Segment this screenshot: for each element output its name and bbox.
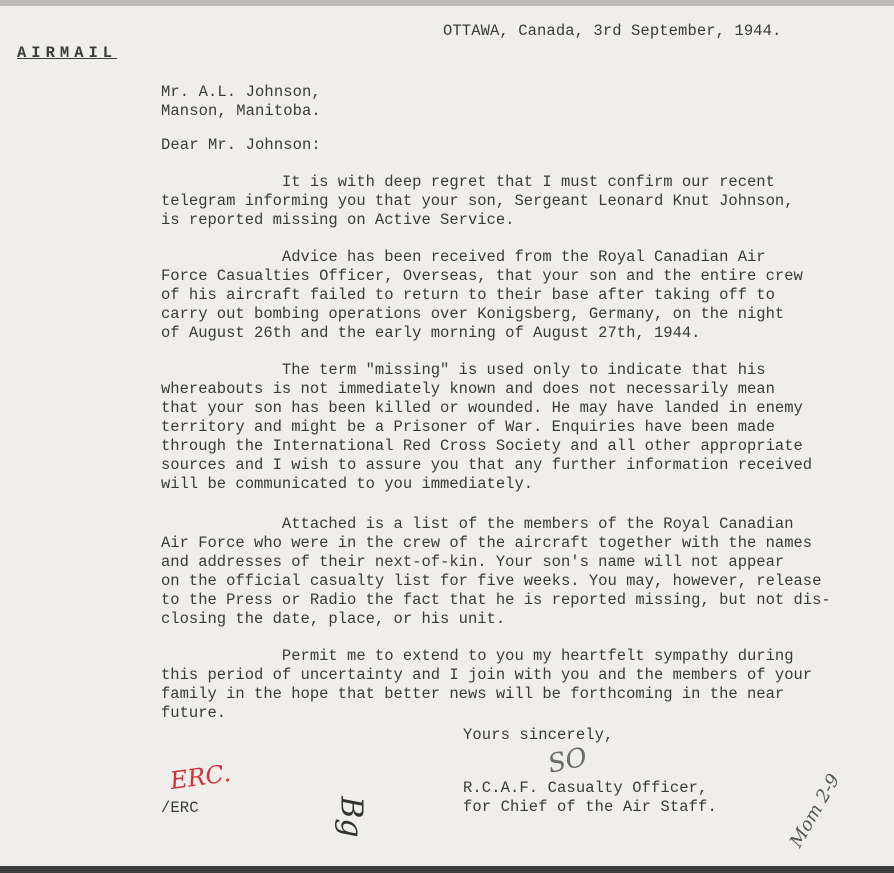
signatory-line-2: for Chief of the Air Staff.	[463, 798, 717, 816]
text-line: territory and might be a Prisoner of War. Enquiries have been made	[161, 418, 775, 436]
closing: Yours sincerely,	[463, 726, 614, 744]
letter-page	[0, 6, 894, 866]
text-line: closing the date, place, or his unit.	[161, 610, 506, 628]
text-line: to the Press or Radio the fact that he is reported missing, but not dis-	[161, 591, 831, 609]
text-line: sources and I wish to assure you that any further information received	[161, 456, 813, 474]
text-line: family in the hope that better news will be forthcoming in the near	[161, 685, 785, 703]
text-line: Permit me to extend to you my heartfelt sympathy during	[161, 647, 794, 665]
dateline: OTTAWA, Canada, 3rd September, 1944.	[443, 22, 782, 40]
handwritten-corner-note: Mom 2-9	[785, 770, 845, 852]
text-line: that your son has been killed or wounded. He may have landed in enemy	[161, 399, 803, 417]
text-line: telegram informing you that your son, Sergeant Leonard Knut Johnson,	[161, 192, 794, 210]
text-line: It is with deep regret that I must confirm our recent	[161, 173, 775, 191]
handwritten-initials: Bg	[333, 796, 369, 838]
salutation: Dear Mr. Johnson:	[161, 136, 321, 154]
airmail-heading: AIRMAIL	[17, 44, 118, 62]
text-line: carry out bombing operations over Konigsberg, Germany, on the night	[161, 305, 785, 323]
scan-top-edge	[0, 0, 894, 6]
text-line: Advice has been received from the Royal Canadian Air	[161, 248, 766, 266]
address-line-1: Mr. A.L. Johnson,	[161, 83, 321, 101]
text-line: is reported missing on Active Service.	[161, 211, 515, 229]
text-line: of his aircraft failed to return to their base after taking off to	[161, 286, 775, 304]
text-line: The term "missing" is used only to indicate that his	[161, 361, 766, 379]
text-line: Air Force who were in the crew of the aircraft together with the names	[161, 534, 813, 552]
paragraph-3	[161, 361, 812, 494]
paragraph-2	[161, 248, 803, 343]
text-line: future.	[161, 704, 227, 722]
paragraph-5	[161, 647, 812, 723]
text-line: whereabouts is not immediately known and does not necessarily mean	[161, 380, 775, 398]
reference-initials: /ERC	[161, 799, 199, 817]
text-line: Attached is a list of the members of the Royal Canadian	[161, 515, 794, 533]
text-line: and addresses of their next-of-kin. Your son's name will not appear	[161, 553, 785, 571]
text-line: this period of uncertainty and I join with you and the members of your	[161, 666, 813, 684]
paragraph-1	[161, 173, 794, 230]
text-line: of August 26th and the early morning of August 27th, 1944.	[161, 324, 701, 342]
signature: SO	[545, 742, 590, 780]
scan-bottom-edge	[0, 866, 894, 873]
paragraph-4	[161, 515, 831, 629]
text-line: on the official casualty list for five weeks. You may, however, release	[161, 572, 822, 590]
text-line: Force Casualties Officer, Overseas, that your son and the entire crew	[161, 267, 803, 285]
text-line: through the International Red Cross Society and all other appropriate	[161, 437, 803, 455]
text-line: will be communicated to you immediately.	[161, 475, 534, 493]
signatory-line-1: R.C.A.F. Casualty Officer,	[463, 779, 708, 797]
red-handwritten-initials: ERC.	[168, 758, 233, 796]
address-line-2: Manson, Manitoba.	[161, 102, 321, 120]
